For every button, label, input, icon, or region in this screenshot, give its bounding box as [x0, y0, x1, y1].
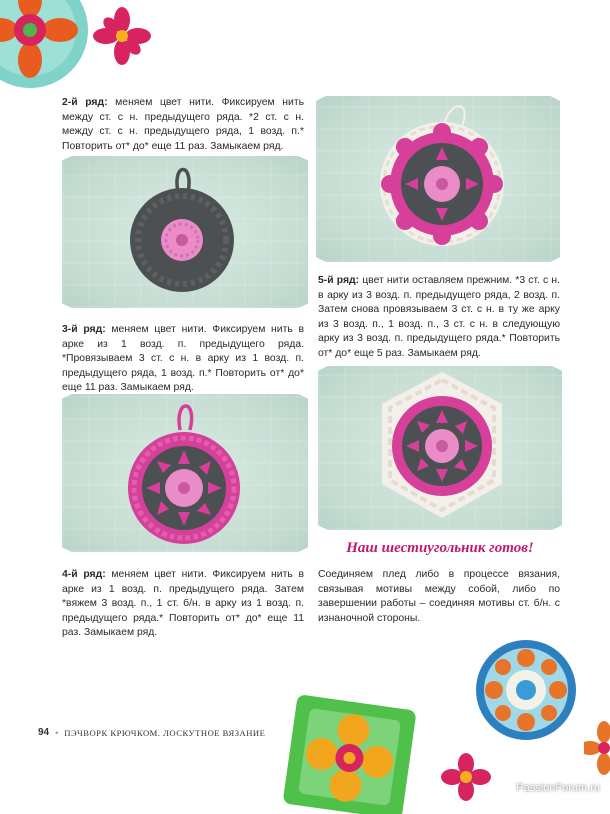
row-2-label: 2-й ряд:: [62, 97, 108, 108]
decorative-square-granny-icon: [280, 694, 420, 814]
row-2-text: меняем цвет нити. Фиксируем нить между ст. с н. предыдущего ряда. *2 ст. с н. между ст. с н. предыдущего ряда, 1 возд. п.* Повторить от* до* еще 11 раз. Замыкаем ряд.: [62, 97, 304, 152]
photo-row-3-motif: [62, 394, 308, 552]
decorative-star-flower-icon: [92, 6, 152, 66]
row-4-instructions: [62, 568, 304, 641]
joining-instructions: Соединяем плед либо в процессе вязания, связывая мотивы между собой, либо по завершении работы – соединяя мотивы ст. б/н. с изнаночной стороны.: [318, 569, 560, 624]
photo-row-2-motif: [62, 156, 308, 308]
row-3-text: меняем цвет нити. Фиксируем нить в арке из 1 возд. п. предыдущего ряда. *Провязываем 3 ст. с н. в арку из 1 возд. п. предыдущего ряда, 1 возд. п.* Повторить от* до* еще 11 раз. Замыкаем ряд.: [62, 324, 305, 394]
row-2-instructions: [62, 96, 304, 154]
running-title: ПЭЧВОРК КРЮЧКОМ. ЛОСКУТНОЕ ВЯЗАНИЕ: [64, 727, 266, 738]
row-5-text: цвет нити оставляем прежним. *3 ст. с н. в арку из 3 возд. п. предыдущего ряда, 2 возд. п. Затем снова провязываем 3 ст. с н. в ту же арку из 3 возд. п., 1 возд. п., 3 ст. с н. в следующую арку из 3 возд. п. предыдущего ряда.* Повторить от* до* еще 5 раз. Замыкаем ряд.: [318, 275, 561, 359]
decorative-small-flower-icon: [436, 752, 496, 802]
row-5-label: 5-й ряд:: [318, 275, 360, 286]
row-3-label: 3-й ряд:: [62, 324, 106, 335]
photo-finished-hexagon: [318, 366, 562, 530]
row-4-text: меняем цвет нити. Фиксируем нить в арке из 1 возд. п. предыдущего ряда. Затем *вяжем 3 возд. п., 1 ст. б/н. в арку из 1 возд. п. предыдущего ряда.* Повторить от* до* еще 11 раз. Замыкаем ряд.: [62, 569, 305, 639]
row-3-instructions: [62, 323, 304, 396]
row-4-label: 4-й ряд:: [62, 569, 106, 580]
watermark: PassionForum.ru: [516, 782, 600, 794]
decorative-round-granny-icon: [468, 636, 588, 746]
row-5-instructions: [318, 274, 560, 362]
page-footer: [38, 727, 265, 738]
decorative-corner-flower-icon: [584, 720, 610, 780]
footer-separator: •: [55, 727, 59, 738]
photo-row-4-motif: [316, 96, 560, 262]
finished-caption: Наш шестиугольник готов!: [346, 540, 534, 556]
page-number: 94: [38, 727, 50, 738]
